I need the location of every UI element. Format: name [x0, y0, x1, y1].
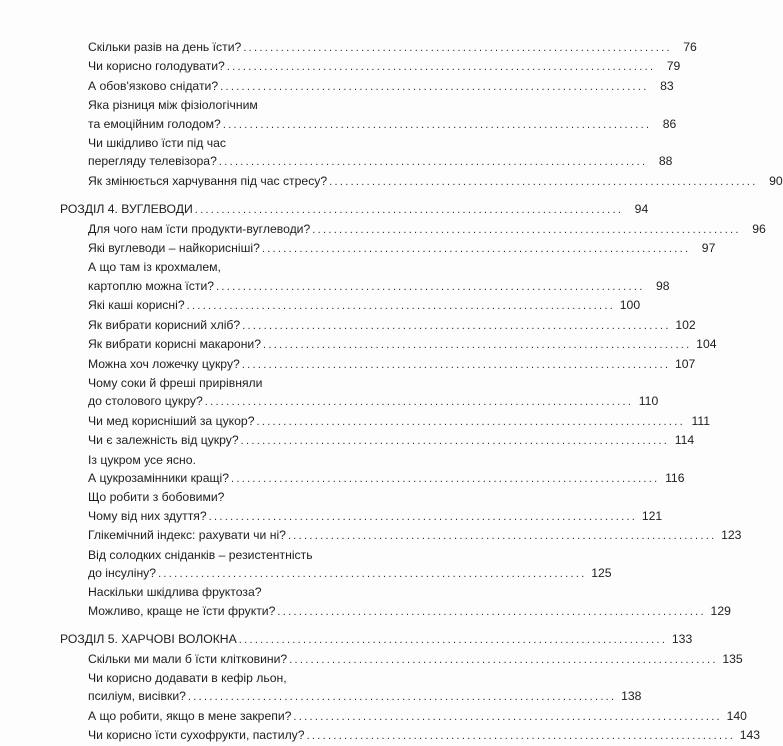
toc-page-number: 143 — [739, 728, 761, 743]
toc-leader-dots: ................................................................................ — [306, 730, 736, 743]
toc-leader-dots: ................................................................................ — [194, 204, 624, 217]
toc-entry — [60, 239, 716, 258]
toc-page-number: 97 — [701, 241, 716, 256]
toc-leader-dots: ................................................................................ — [208, 510, 638, 523]
toc-page-number: 114 — [674, 433, 695, 448]
toc-entry-title: Чи шкідливо їсти під час — [88, 136, 226, 151]
toc-leader-dots: ................................................................................ — [289, 653, 718, 666]
toc-entry-title: РОЗДІЛ 5. ХАРЧОВІ ВОЛОКНА — [60, 632, 237, 647]
toc-entry-title: Можна хоч ложечку цукру? — [88, 356, 240, 371]
toc-page-number: 88 — [658, 154, 673, 169]
toc-entry — [60, 296, 641, 315]
toc-entry-title: Чому соки й фреші прирівняли — [88, 375, 263, 390]
toc-entry — [60, 507, 663, 526]
toc-entry — [60, 172, 783, 191]
section-gap — [60, 191, 374, 200]
toc-entry — [60, 277, 670, 296]
toc-entry-title: Яка різниця між фізіологічним — [88, 98, 258, 113]
toc-entry-title: Глікемічний індекс: рахувати чи ні? — [88, 528, 286, 543]
toc-entry-title: Чи мед корисніший за цукор? — [88, 413, 255, 428]
toc-page-number: 121 — [641, 508, 663, 523]
toc-page-number: 129 — [710, 603, 731, 618]
toc-page-number: 111 — [691, 413, 710, 428]
toc-page-number: 98 — [656, 278, 670, 293]
toc-page-number: 133 — [671, 632, 693, 647]
toc-entry-title: А що робити, якщо в мене закрепи? — [88, 708, 292, 723]
toc-entry-title: А обов'язково снідати? — [88, 78, 219, 93]
toc-entry-title: Чому від них здуття? — [88, 508, 207, 523]
toc-page-number: 107 — [674, 356, 696, 371]
table-of-contents — [60, 38, 783, 746]
toc-entry — [60, 96, 374, 114]
toc-entry — [60, 134, 374, 152]
toc-leader-dots: ................................................................................ — [312, 223, 741, 236]
toc-entry — [60, 38, 697, 57]
toc-entry — [60, 546, 374, 564]
toc-leader-dots: ................................................................................ — [277, 605, 706, 618]
toc-entry-title: РОЗДІЛ 4. ВУГЛЕВОДИ — [60, 202, 193, 217]
toc-page-number: 123 — [721, 528, 742, 543]
toc-chapter-entry — [60, 630, 693, 649]
toc-entry — [60, 564, 612, 583]
toc-entry — [60, 469, 685, 488]
toc-entry-title: А цукрозамінники кращі? — [88, 470, 229, 485]
toc-entry — [60, 726, 761, 745]
toc-leader-dots: ................................................................................ — [186, 300, 616, 313]
toc-entry — [60, 687, 642, 706]
toc-entry-title: та емоційним голодом? — [88, 116, 221, 131]
toc-entry-title: Для чого нам їсти продукти-вуглеводи? — [88, 221, 311, 236]
toc-entry-title: Чи є залежність від цукру? — [88, 433, 239, 448]
toc-entry-title: Чи корисно їсти сухофрукти, пастилу? — [88, 728, 305, 743]
toc-leader-dots: ................................................................................ — [220, 80, 649, 93]
toc-page-number: 76 — [683, 40, 697, 54]
toc-entry — [60, 258, 374, 276]
toc-page-number: 86 — [662, 116, 677, 131]
toc-page-number: 102 — [675, 317, 696, 332]
toc-entry-title: Можливо, краще не їсти фрукти? — [88, 603, 276, 618]
toc-entry — [60, 316, 696, 335]
toc-entry-title: Чи корисно голодувати? — [88, 59, 225, 74]
toc-page-number: 125 — [591, 565, 612, 580]
toc-leader-dots: ................................................................................ — [261, 243, 691, 256]
toc-entry-title: Скільки ми мали б їсти клітковини? — [88, 651, 288, 666]
toc-entry-title: Чи корисно додавати в кефір льон, — [88, 671, 287, 685]
toc-entry-title: Як вибрати корисний хліб? — [88, 317, 241, 332]
toc-entry-title: картоплю можна їсти? — [88, 278, 215, 293]
toc-page-number: 79 — [666, 59, 681, 74]
toc-leader-dots: ................................................................................ — [187, 691, 617, 704]
toc-entry — [60, 115, 677, 134]
toc-entry — [60, 152, 673, 171]
section-gap — [60, 621, 374, 630]
toc-entry-title: до столового цукру? — [88, 394, 203, 409]
toc-page-number: 104 — [696, 337, 717, 352]
toc-entry-title: А що там із крохмалем, — [88, 260, 221, 275]
toc-leader-dots: ................................................................................ — [241, 358, 671, 371]
toc-entry — [60, 602, 731, 621]
toc-entry-title: Скільки разів на день їсти? — [88, 40, 242, 54]
toc-entry-title: до інсуліну? — [88, 565, 157, 580]
toc-entry — [60, 57, 681, 76]
toc-page-number: 94 — [634, 202, 649, 217]
toc-page-number: 140 — [726, 708, 747, 723]
toc-page-number: 96 — [752, 221, 766, 236]
toc-entry — [60, 335, 717, 354]
toc-leader-dots: ................................................................................ — [329, 175, 758, 188]
toc-leader-dots: ................................................................................ — [216, 280, 645, 293]
toc-entry — [60, 669, 374, 687]
toc-entry — [60, 412, 710, 431]
toc-leader-dots: ................................................................................ — [243, 42, 672, 54]
toc-entry-title: Наскільки шкідлива фруктоза? — [88, 585, 262, 600]
toc-page-number: 116 — [665, 470, 685, 485]
toc-page-number: 83 — [660, 78, 674, 93]
toc-entry-title: Що робити з бобовими? — [88, 490, 225, 505]
toc-entry — [60, 374, 374, 392]
toc-page-number: 90 — [769, 173, 783, 188]
toc-entry — [60, 220, 766, 239]
toc-page-number: 135 — [722, 651, 743, 666]
toc-entry-title: Від солодких сніданків – резистентність — [88, 547, 313, 562]
toc-entry — [60, 77, 674, 96]
toc-leader-dots: ................................................................................ — [231, 472, 660, 485]
toc-entry — [60, 707, 747, 726]
toc-leader-dots: ................................................................................ — [240, 435, 670, 448]
toc-chapter-entry — [60, 200, 649, 219]
toc-leader-dots: ................................................................................ — [242, 319, 671, 332]
toc-leader-dots: ................................................................................ — [256, 415, 685, 428]
toc-entry-title: Як вибрати корисні макарони? — [88, 337, 262, 352]
toc-entry — [60, 392, 659, 411]
toc-leader-dots: ................................................................................ — [204, 396, 634, 409]
toc-leader-dots: ................................................................................ — [218, 156, 648, 169]
toc-entry — [60, 583, 374, 601]
toc-entry-title: Які вуглеводи – найкорисніші? — [88, 241, 260, 256]
toc-leader-dots: ................................................................................ — [158, 567, 587, 580]
toc-entry — [60, 431, 695, 450]
toc-entry-title: Як змінюється харчування під час стресу? — [88, 173, 328, 188]
toc-page-number: 110 — [638, 394, 659, 409]
toc-page-number: 138 — [621, 689, 642, 704]
toc-leader-dots: ................................................................................ — [263, 339, 692, 352]
toc-entry-title: псиліум, висівки? — [88, 689, 186, 704]
toc-entry — [60, 526, 742, 545]
toc-entry-title: Із цукром усе ясно. — [88, 452, 196, 467]
toc-entry — [60, 451, 374, 469]
toc-entry — [60, 355, 696, 374]
toc-leader-dots: ................................................................................ — [238, 634, 668, 647]
toc-entry — [60, 488, 374, 506]
toc-leader-dots: ................................................................................ — [287, 530, 717, 543]
toc-leader-dots: ................................................................................ — [293, 710, 722, 723]
toc-page-number: 100 — [619, 298, 641, 313]
toc-entry — [60, 650, 743, 669]
toc-entry-title: Які каші корисні? — [88, 298, 185, 313]
toc-leader-dots: ................................................................................ — [222, 118, 652, 131]
toc-entry-title: перегляду телевізора? — [88, 154, 217, 169]
toc-leader-dots: ................................................................................ — [226, 61, 656, 74]
